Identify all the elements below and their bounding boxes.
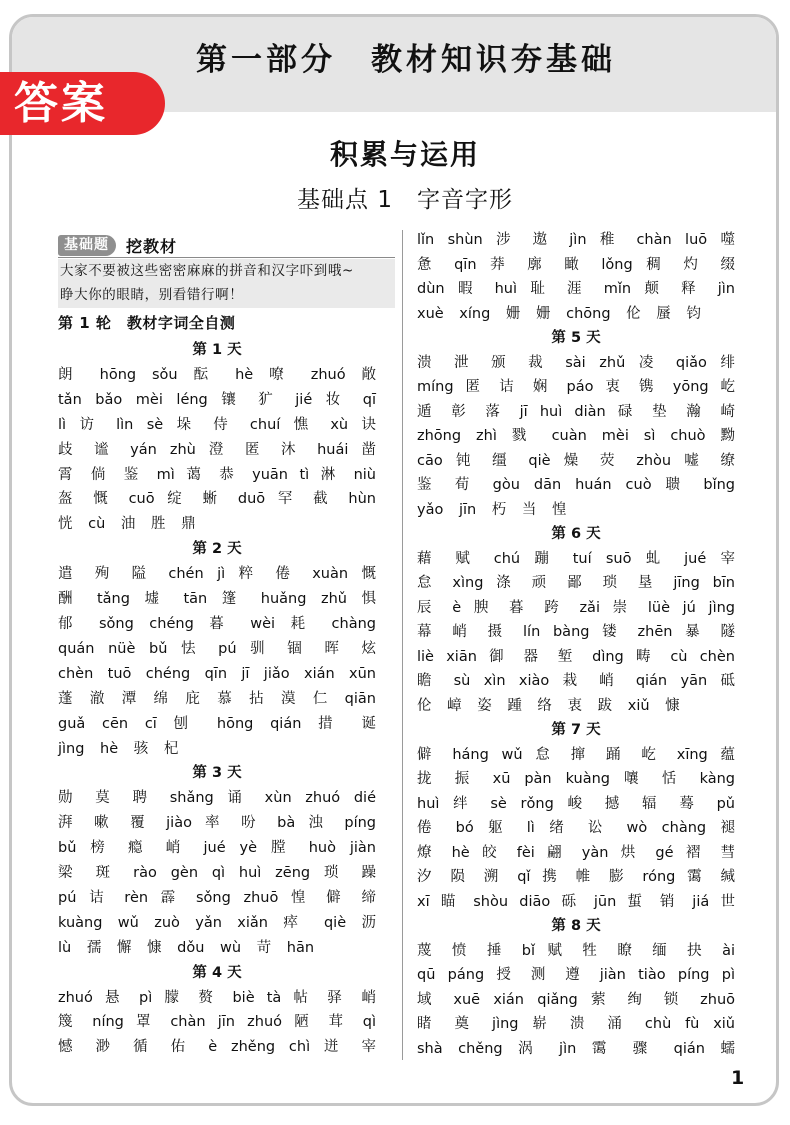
answer-row: 恍 cù 油 胜 鼎 — [58, 516, 196, 533]
answer-row: 怠 xìng 涤 顽 鄙 琐 垦 jīng bīn — [417, 575, 735, 591]
right-column — [417, 228, 735, 1061]
answer-row: tǎn bǎo mèi léng 镶 犷 jié 妆 qī — [58, 391, 376, 408]
left-column — [58, 338, 376, 1060]
answer-badge: 答案 — [0, 72, 165, 135]
round-title: 第 1 轮 教材字词全自测 — [58, 314, 236, 332]
answer-row: 篾 níng 罩 chàn jīn zhuó 陋 茸 qì — [58, 1014, 376, 1031]
answer-row: 燎 hè 皎 fèi 翩 yàn 烘 gé 褶 彗 — [417, 844, 735, 861]
answer-row: 盔 慨 cuō 绽 蜥 duō 罕 截 hùn — [58, 491, 376, 508]
answer-row: huì 绊 sè rǒng 峻 撼 辐 蓦 pǔ — [417, 795, 735, 812]
answer-row: lǐn shùn 涉 遨 jìn 稚 chàn luō 噬 — [417, 232, 735, 248]
answer-row: 拢 振 xū pàn kuàng 嚷 恬 kàng — [417, 771, 735, 787]
tip-line: 睁大你的眼睛，别看错行啊！ — [60, 287, 244, 303]
section-title: 积累与运用 — [329, 138, 480, 171]
answer-row: 汐 陨 溯 qǐ 携 帷 膨 róng 霭 缄 — [417, 869, 735, 885]
answer-row: 惫 qīn 莽 廓 瞰 lǒng 稠 灼 缀 — [417, 256, 735, 273]
answer-row: 朗 hōng sǒu 酝 hè 嘹 zhuó 敞 — [58, 366, 376, 383]
column-divider — [402, 230, 403, 1060]
answer-row: 憾 渺 循 佑 è zhěng chì 迸 宰 — [58, 1039, 376, 1056]
answer-row: liè xiān 御 器 堑 dìng 畴 cù chèn — [417, 648, 735, 665]
answer-row: míng 匿 诘 娴 páo 衷 镌 yōng 屹 — [417, 379, 735, 395]
answer-row: 勋 莫 聘 shǎng 诵 xùn zhuó dié — [58, 790, 376, 807]
answer-row: 梁 斑 rào gèn qì huì zēng 琐 躁 — [58, 865, 376, 882]
answer-row: 蓬 澈 潭 绵 庇 慕 拈 漠 仁 qiān — [58, 690, 376, 707]
exercise-tag: 基础题 — [58, 235, 116, 256]
answer-row: pú 诘 rèn 霹 sǒng zhuō 惶 僻 缔 — [58, 889, 376, 906]
part-title: 第一部分 教材知识夯基础 — [196, 42, 616, 78]
answer-row: 僻 háng wǔ 怠 撺 踊 屹 xīng 蕴 — [417, 746, 735, 763]
answer-row: 域 xuē xián qiǎng 萦 绚 锁 zhuō — [417, 991, 735, 1008]
answer-row: qū páng 授 测 遵 jiàn tiào píng pì — [417, 967, 735, 983]
answer-row: 鉴 荀 gòu dān huán cuò 聩 bǐng — [417, 477, 735, 493]
day-heading: 第 8 天 — [551, 918, 601, 934]
answer-row: xī 瞄 shòu diāo 砾 jūn 蜇 销 jiá 世 — [417, 893, 735, 910]
answer-row: zhuó 悬 pì 朦 赘 biè tà 帖 驿 峭 — [58, 989, 376, 1006]
day-heading: 第 3 天 — [192, 765, 242, 782]
answer-row: jìng hè 骇 杞 — [58, 740, 179, 757]
answer-row: kuàng wǔ zuò yǎn xiǎn 瘁 qiè 沥 — [58, 914, 376, 931]
day-heading: 第 5 天 — [551, 330, 601, 346]
answer-row: yǎo jīn 朽 当 惶 — [417, 501, 567, 518]
answer-row: xuè xíng 姗 姗 chōng 伦 蜃 钧 — [417, 305, 701, 322]
page-number: 1 — [731, 1067, 745, 1089]
tip-line: 大家不要被这些密密麻麻的拼音和汉字吓到哦~ — [60, 263, 354, 279]
answer-row: 伦 嶂 姿 踵 络 衷 跋 xiǔ 慷 — [417, 697, 680, 714]
exercise-header — [58, 233, 395, 258]
answer-row: 藉 赋 chú 蹦 tuí suō 虬 jué 宰 — [417, 550, 735, 567]
answer-row: chèn tuō chéng qīn jī jiǎo xián xūn — [58, 665, 376, 682]
answer-row: 瞻 sù xìn xiào 栽 峭 qián yān 砥 — [417, 673, 735, 689]
answer-row: 蔑 愤 捶 bǐ 赋 牲 瞭 缅 抉 ài — [417, 942, 735, 959]
answer-row: 溃 泄 颁 裁 sài zhǔ 凌 qiǎo 绯 — [417, 354, 735, 371]
section-subtitle: 基础点 1 字音字形 — [297, 187, 513, 213]
answer-row: 郁 sǒng chéng 暮 wèi 耗 chàng — [58, 615, 376, 632]
answer-row: cāo 钝 缰 qiè 燥 荧 zhòu 嘘 缭 — [417, 452, 735, 469]
answer-row: 湃 嗽 覆 jiào 率 吩 bà 浊 píng — [58, 815, 376, 832]
answer-row: 酬 tǎng 墟 tān 篷 huǎng zhǔ 惧 — [58, 591, 376, 608]
day-heading: 第 1 天 — [192, 342, 242, 358]
answer-row: shà chěng 涡 jìn 霭 骤 qián 蠕 — [417, 1040, 735, 1057]
answer-row: 遁 彰 落 jī huì diàn 碌 垫 瀚 崎 — [417, 403, 735, 420]
answer-row: zhōng zhì 戮 cuàn mèi sì chuò 黝 — [417, 428, 735, 444]
answer-row: 倦 bó 躯 lì 绪 讼 wò chàng 褪 — [417, 820, 735, 836]
tip-note — [58, 259, 395, 308]
answer-row: 歧 谧 yán zhù 澄 匿 沐 huái 凿 — [58, 441, 376, 458]
answer-row: 辰 è 腴 暮 跨 zǎi 崇 lüè jú jìng — [417, 599, 735, 616]
answer-row: 霄 倘 鉴 mì 蔼 恭 yuān tì 淋 niù — [58, 466, 376, 483]
answer-row: lì 访 lìn sè 垛 侍 chuí 憔 xù 诀 — [58, 416, 376, 433]
answer-row: bǔ 榜 瘾 峭 jué yè 膛 huò jiàn — [58, 840, 376, 857]
exercise-heading: 挖教材 — [126, 236, 178, 256]
answer-row: 睹 奠 jìng 崭 溃 涌 chù fù xiǔ — [417, 1016, 735, 1032]
answer-row: 遣 殉 隘 chén jì 粹 倦 xuàn 慨 — [58, 566, 376, 583]
answer-row: guǎ cēn cī 刨 hōng qián 措 诞 — [58, 715, 376, 732]
answer-row: 幕 峭 摄 lín bàng 镂 zhēn 暴 隧 — [417, 624, 735, 640]
answer-row: dùn 暇 huì 耻 涯 mǐn 颠 释 jìn — [417, 281, 735, 297]
answer-row: lù 孺 懈 慷 dǒu wù 苛 hān — [58, 939, 315, 956]
day-heading: 第 4 天 — [192, 964, 242, 981]
day-heading: 第 2 天 — [192, 541, 242, 558]
day-heading: 第 6 天 — [551, 526, 601, 542]
answer-row: quán nüè bǔ 怯 pú 驯 锢 晖 炫 — [58, 640, 376, 657]
day-heading: 第 7 天 — [551, 722, 601, 738]
